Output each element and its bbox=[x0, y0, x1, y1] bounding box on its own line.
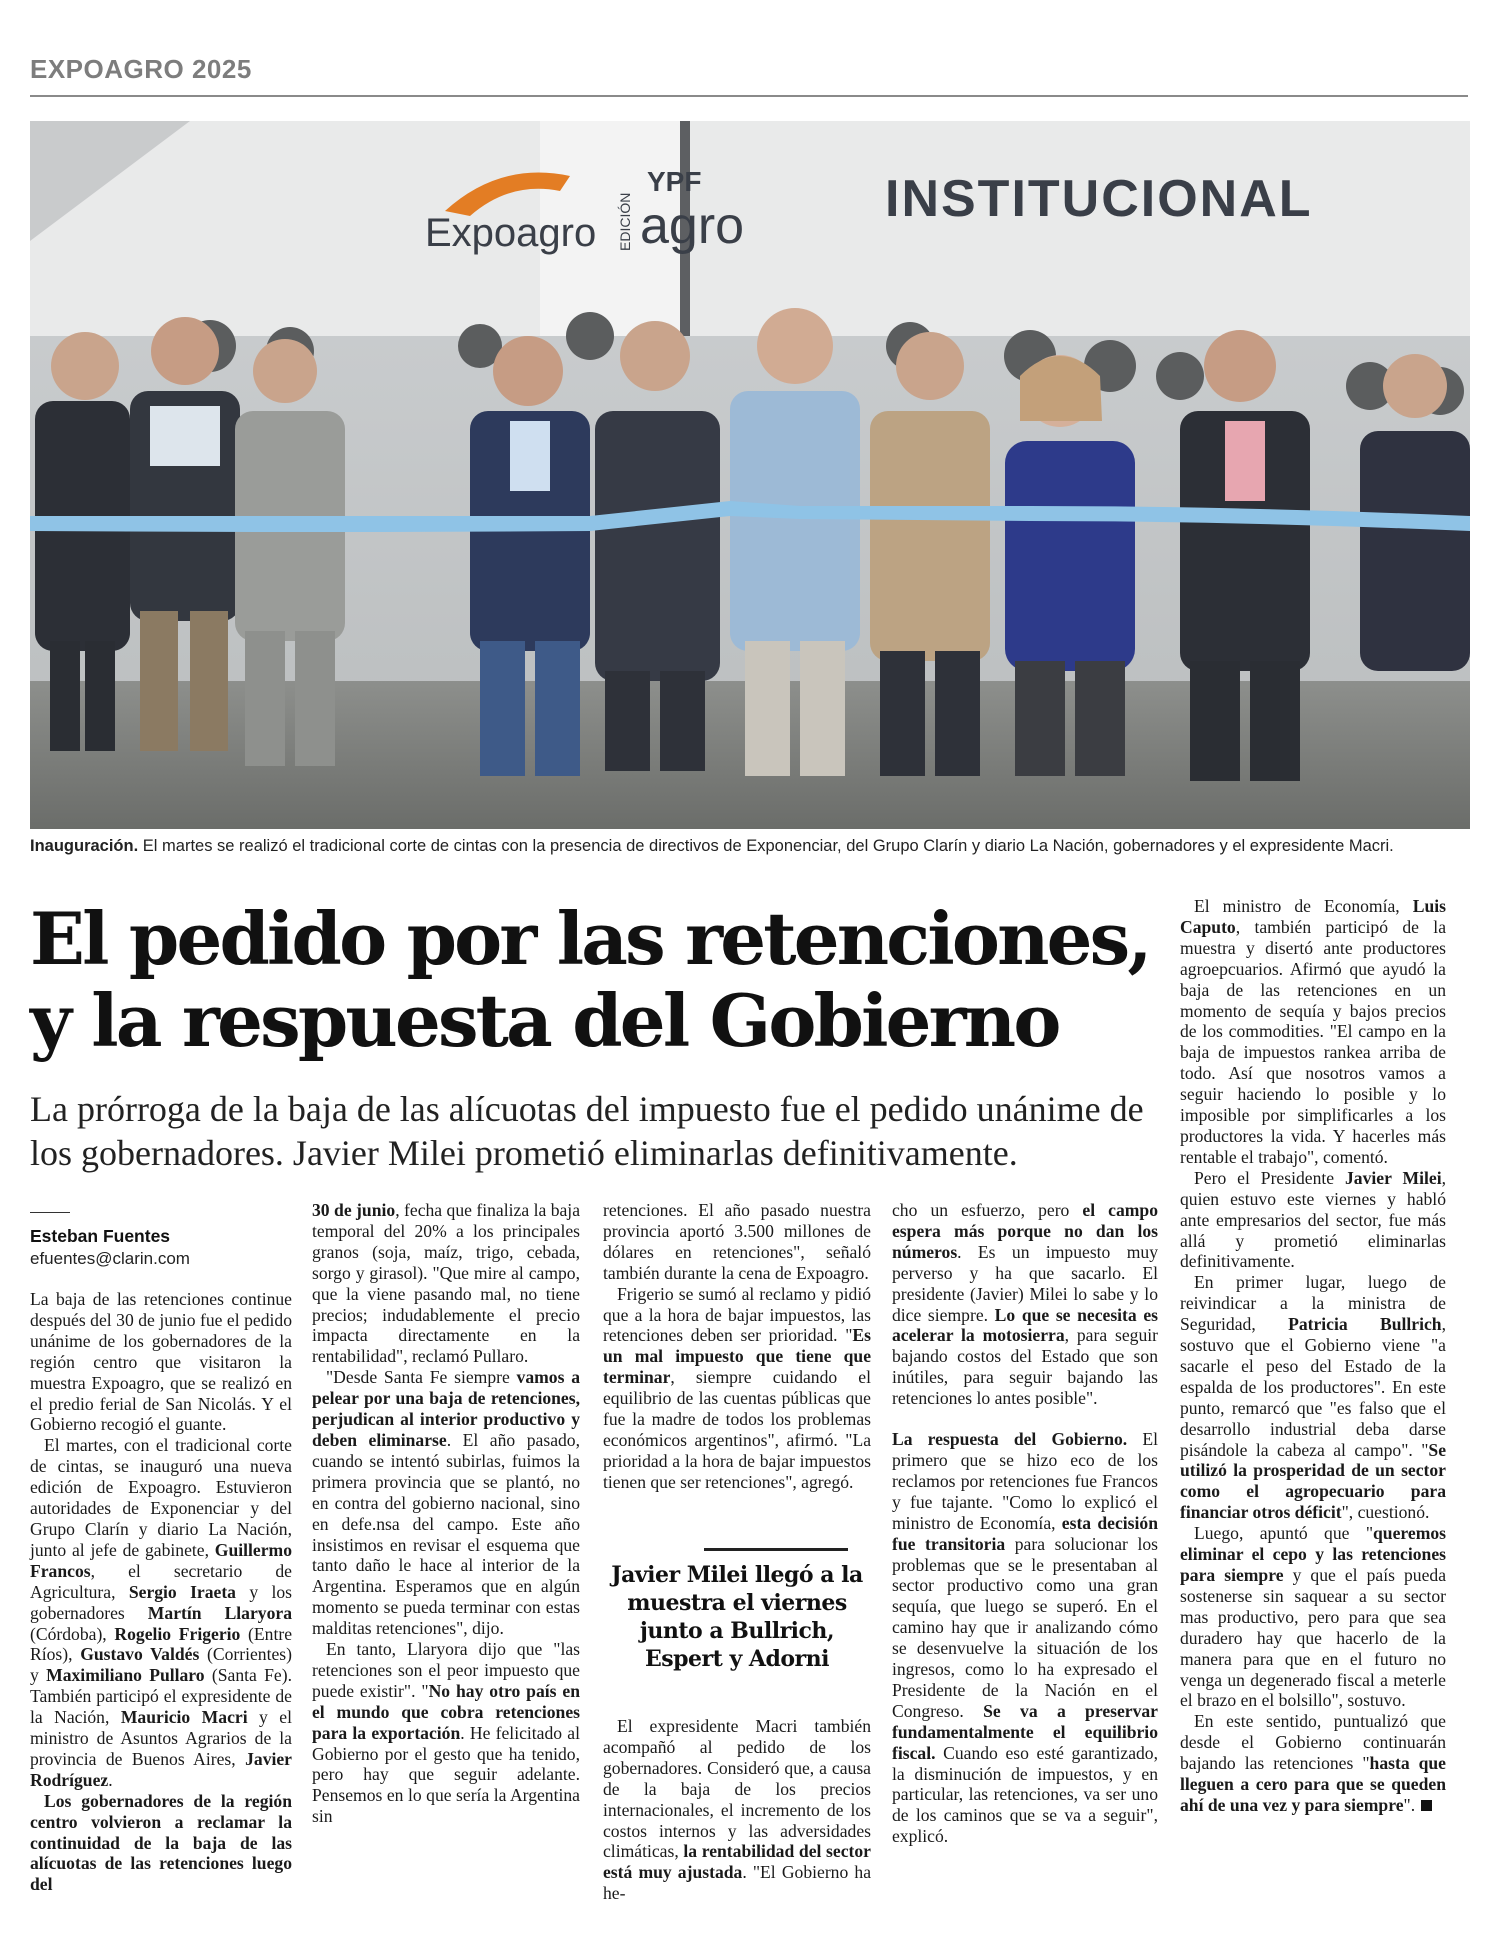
headline-line-1: El pedido por las retenciones, bbox=[30, 896, 1150, 981]
byline-email: efuentes@clarin.com bbox=[30, 1249, 190, 1268]
paragraph: 30 de junio, fecha que finaliza la baja temporal del 20% a los principales granos (soja, maíz, trigo, cebada, sorgo y girasol). "Que mire al campo, que la viene pasando mal, no tiene precios; indudablemente el precio impacta directamente en la rentabilidad", reclamó Pullaro. bbox=[312, 1200, 580, 1367]
byline-name: Esteban Fuentes bbox=[30, 1226, 171, 1246]
pullquote: Javier Milei llegó a la muestra el viernes junto a Bullrich, Espert y Adorni bbox=[611, 1562, 863, 1672]
paragraph: retenciones. El año pasado nuestra provincia aportó 3.500 millones de dólares en retenciones", señaló también durante la cena de Expoagro. bbox=[603, 1200, 871, 1283]
caption-lead: Inauguración. bbox=[30, 837, 139, 855]
banner-ypf: YPF bbox=[647, 166, 702, 197]
end-mark-icon bbox=[1421, 1800, 1432, 1811]
paragraph: Pero el Presidente Javier Milei, quien estuvo este viernes y habló ante empresarios del sector, fue más allá y prometió eliminarlas definitivamente. bbox=[1180, 1167, 1446, 1272]
photo-illustration bbox=[30, 121, 1470, 829]
byline-rule bbox=[30, 1212, 70, 1213]
column-4 bbox=[892, 1200, 1158, 1847]
paragraph: Luego, apuntó que "queremos eliminar el cepo y las retenciones para siempre y que el país pueda sostenerse sin saquear a su sector mas productivo, pero para que sea duradero hay que hacerlo de la manera para que en el futuro no venga un degenerado fiscal a meterle el brazo en el bolsillo", sostuvo. bbox=[1180, 1523, 1446, 1711]
deck: La prórroga de la baja de las alícuotas del impuesto fue el pedido unánime de los gobernadores. Javier Milei prometió eliminarlas definitivamente. bbox=[30, 1089, 1144, 1173]
paragraph: cho un esfuerzo, pero el campo espera más porque no dan los números. Es un impuesto muy perverso y ha que sacarlo. El presidente (Javier) Milei lo sabe y lo dice siempre. Lo que se necesita es acelerar la motosierra, para seguir bajando costos del Estado que son inútiles, para seguir bajando las retenciones lo antes posible". bbox=[892, 1200, 1158, 1409]
section-label: EXPOAGRO 2025 bbox=[30, 54, 252, 84]
paragraph: La baja de las retenciones continue después del 30 de junio fue el pedido unánime de los gobernadores de la región centro que visitaron la muestra Expoagro, que se realizó en el predio ferial de San Nicolás. Y el Gobierno recogió el guante. bbox=[30, 1289, 292, 1435]
paragraph: El ministro de Economía, Luis Caputo, también participó de la muestra y disertó ante productores agroepcuarios. Afirmó que ayudó la baja de las retenciones en un momento de sequía y bajos precios de los commodities. "El campo en la baja de impuestos rankea arriba de todo. Así que nosotros vamos a seguir haciendo lo posible y lo imposible por simplificarles a los productores la vida. Y hacerles más rentable el trabajo", comentó. bbox=[1180, 896, 1446, 1167]
banner-edicion: EDICIÓN bbox=[617, 192, 633, 251]
paragraph: En primer lugar, luego de reivindicar a la ministra de Seguridad, Patricia Bullrich, sostuvo que el Gobierno viene "a sacarle el peso del Estado de la espalda de los productores". En este punto, remarcó que "es falso que el desarrollo industrial deba darse pisándole la cabeza al campo". "Se utilizó la prosperidad de un sector como el agropecuario para financiar otros déficit", cuestionó. bbox=[1180, 1272, 1446, 1523]
photo-caption bbox=[30, 836, 1470, 856]
banner-expoagro: Expoagro bbox=[425, 211, 597, 255]
paragraph: Frigerio se sumó al reclamo y pidió que a la hora de bajar impuestos, las retenciones deben ser prioridad. "Es un mal impuesto que tiene que terminar, siempre cuidando el equilibrio de las cuentas públicas que fue la madre de todos los problemas económicos argentinos", afirmó. "La prioridad a la hora de bajar impuestos tienen que ser retenciones", agregó. bbox=[603, 1283, 871, 1492]
column-2 bbox=[312, 1200, 580, 1827]
top-rule bbox=[30, 95, 1468, 97]
headline bbox=[30, 898, 1160, 1062]
paragraph: En tanto, Llaryora dijo que "las retenciones son el peor impuesto que puede existir". "No hay otro país en el mundo que cobra retenciones para la exportación. He felicitado al Gobierno por el gesto que ha tenido, pero hay que seguir adelante. Pensemos en lo que sería la Argentina sin bbox=[312, 1639, 580, 1827]
ribbon-cutting-photo bbox=[30, 121, 1470, 829]
column-5 bbox=[1180, 896, 1446, 1816]
column-3-bottom bbox=[603, 1716, 871, 1904]
column-1 bbox=[30, 1289, 292, 1895]
paragraph: El martes, con el tradicional corte de cintas, se inauguró una nueva edición de Expoagro. Estuvieron autoridades de Exponenciar y del Grupo Clarín y diario La Nación, junto al jefe de gabinete, Guillermo Francos, el secretario de Agricultura, Sergio Iraeta y los gobernadores Martín Llaryora (Córdoba), Rogelio Frigerio (Entre Ríos), Gustavo Valdés (Corrientes) y Maximiliano Pullaro (Santa Fe). También participó el expresidente de la Nación, Mauricio Macri y el ministro de Asuntos Agrarios de la provincia de Buenos Aires, Javier Rodríguez. bbox=[30, 1435, 293, 1790]
paragraph: El expresidente Macri también acompañó al pedido de los gobernadores. Consideró que, a causa de la baja de los precios internacionales, el incremento de los costos internos y las adversidades climáticas, la rentabilidad del sector está muy ajustada. "El Gobierno ha he- bbox=[603, 1716, 872, 1904]
paragraph: En este sentido, puntualizó que desde el Gobierno continuarán bajando las retenciones "hasta que lleguen a cero para que se queden ahí de una vez y para siempre". bbox=[1180, 1711, 1446, 1815]
subhead: La respuesta del Gobierno. bbox=[892, 1429, 1128, 1450]
pullquote-rule bbox=[704, 1548, 848, 1551]
caption-text: El martes se realizó el tradicional corte de cintas con la presencia de directivos de Exponenciar, del Grupo Clarín y diario La Nación, gobernadores y el expresidente Macri. bbox=[138, 837, 1394, 855]
paragraph: "Desde Santa Fe siempre vamos a pelear por una baja de retenciones, perjudican al interior productivo y deben eliminarse. El año pasado, cuando se intentó subirlas, fuimos la primera provincia que se plantó, no en contra del gobierno nacional, sino en defe.nsa del campo. Este año insistimos en revisar el esquema que tanto daño le hace al interior de la Argentina. Esperamos que en algún momento se pueda terminar con estas malditas retenciones", dijo. bbox=[312, 1367, 580, 1639]
banner-institucional: INSTITUCIONAL bbox=[885, 170, 1313, 228]
column-3-top bbox=[603, 1200, 871, 1493]
banner-agro: agro bbox=[640, 197, 745, 255]
paragraph: La respuesta del Gobierno. El primero que se hizo eco de los reclamos por retenciones fue Francos y fue tajante. "Como lo explicó el ministro de Economía, esta decisión fue transitoria para solucionar los problemas que se le presentaban al sector productivo como una gran sequía, que luego se superó. En el camino hay que ir analizando cómo se desenvuelve la situación de los ingresos, como lo ha expresado el Presidente de la Nación en el Congreso. Se va a preservar fundamentalmente el equilibrio fiscal. Cuando eso esté garantizado, la disminución de impuestos, y en particular, las retenciones, va ser uno de los caminos que se va a seguir", explicó. bbox=[892, 1429, 1158, 1847]
headline-line-2: y la respuesta del Gobierno bbox=[30, 978, 1059, 1063]
paragraph: Los gobernadores de la región centro volvieron a reclamar la continuidad de la baja de las alícuotas de las retenciones luego del bbox=[30, 1790, 292, 1895]
